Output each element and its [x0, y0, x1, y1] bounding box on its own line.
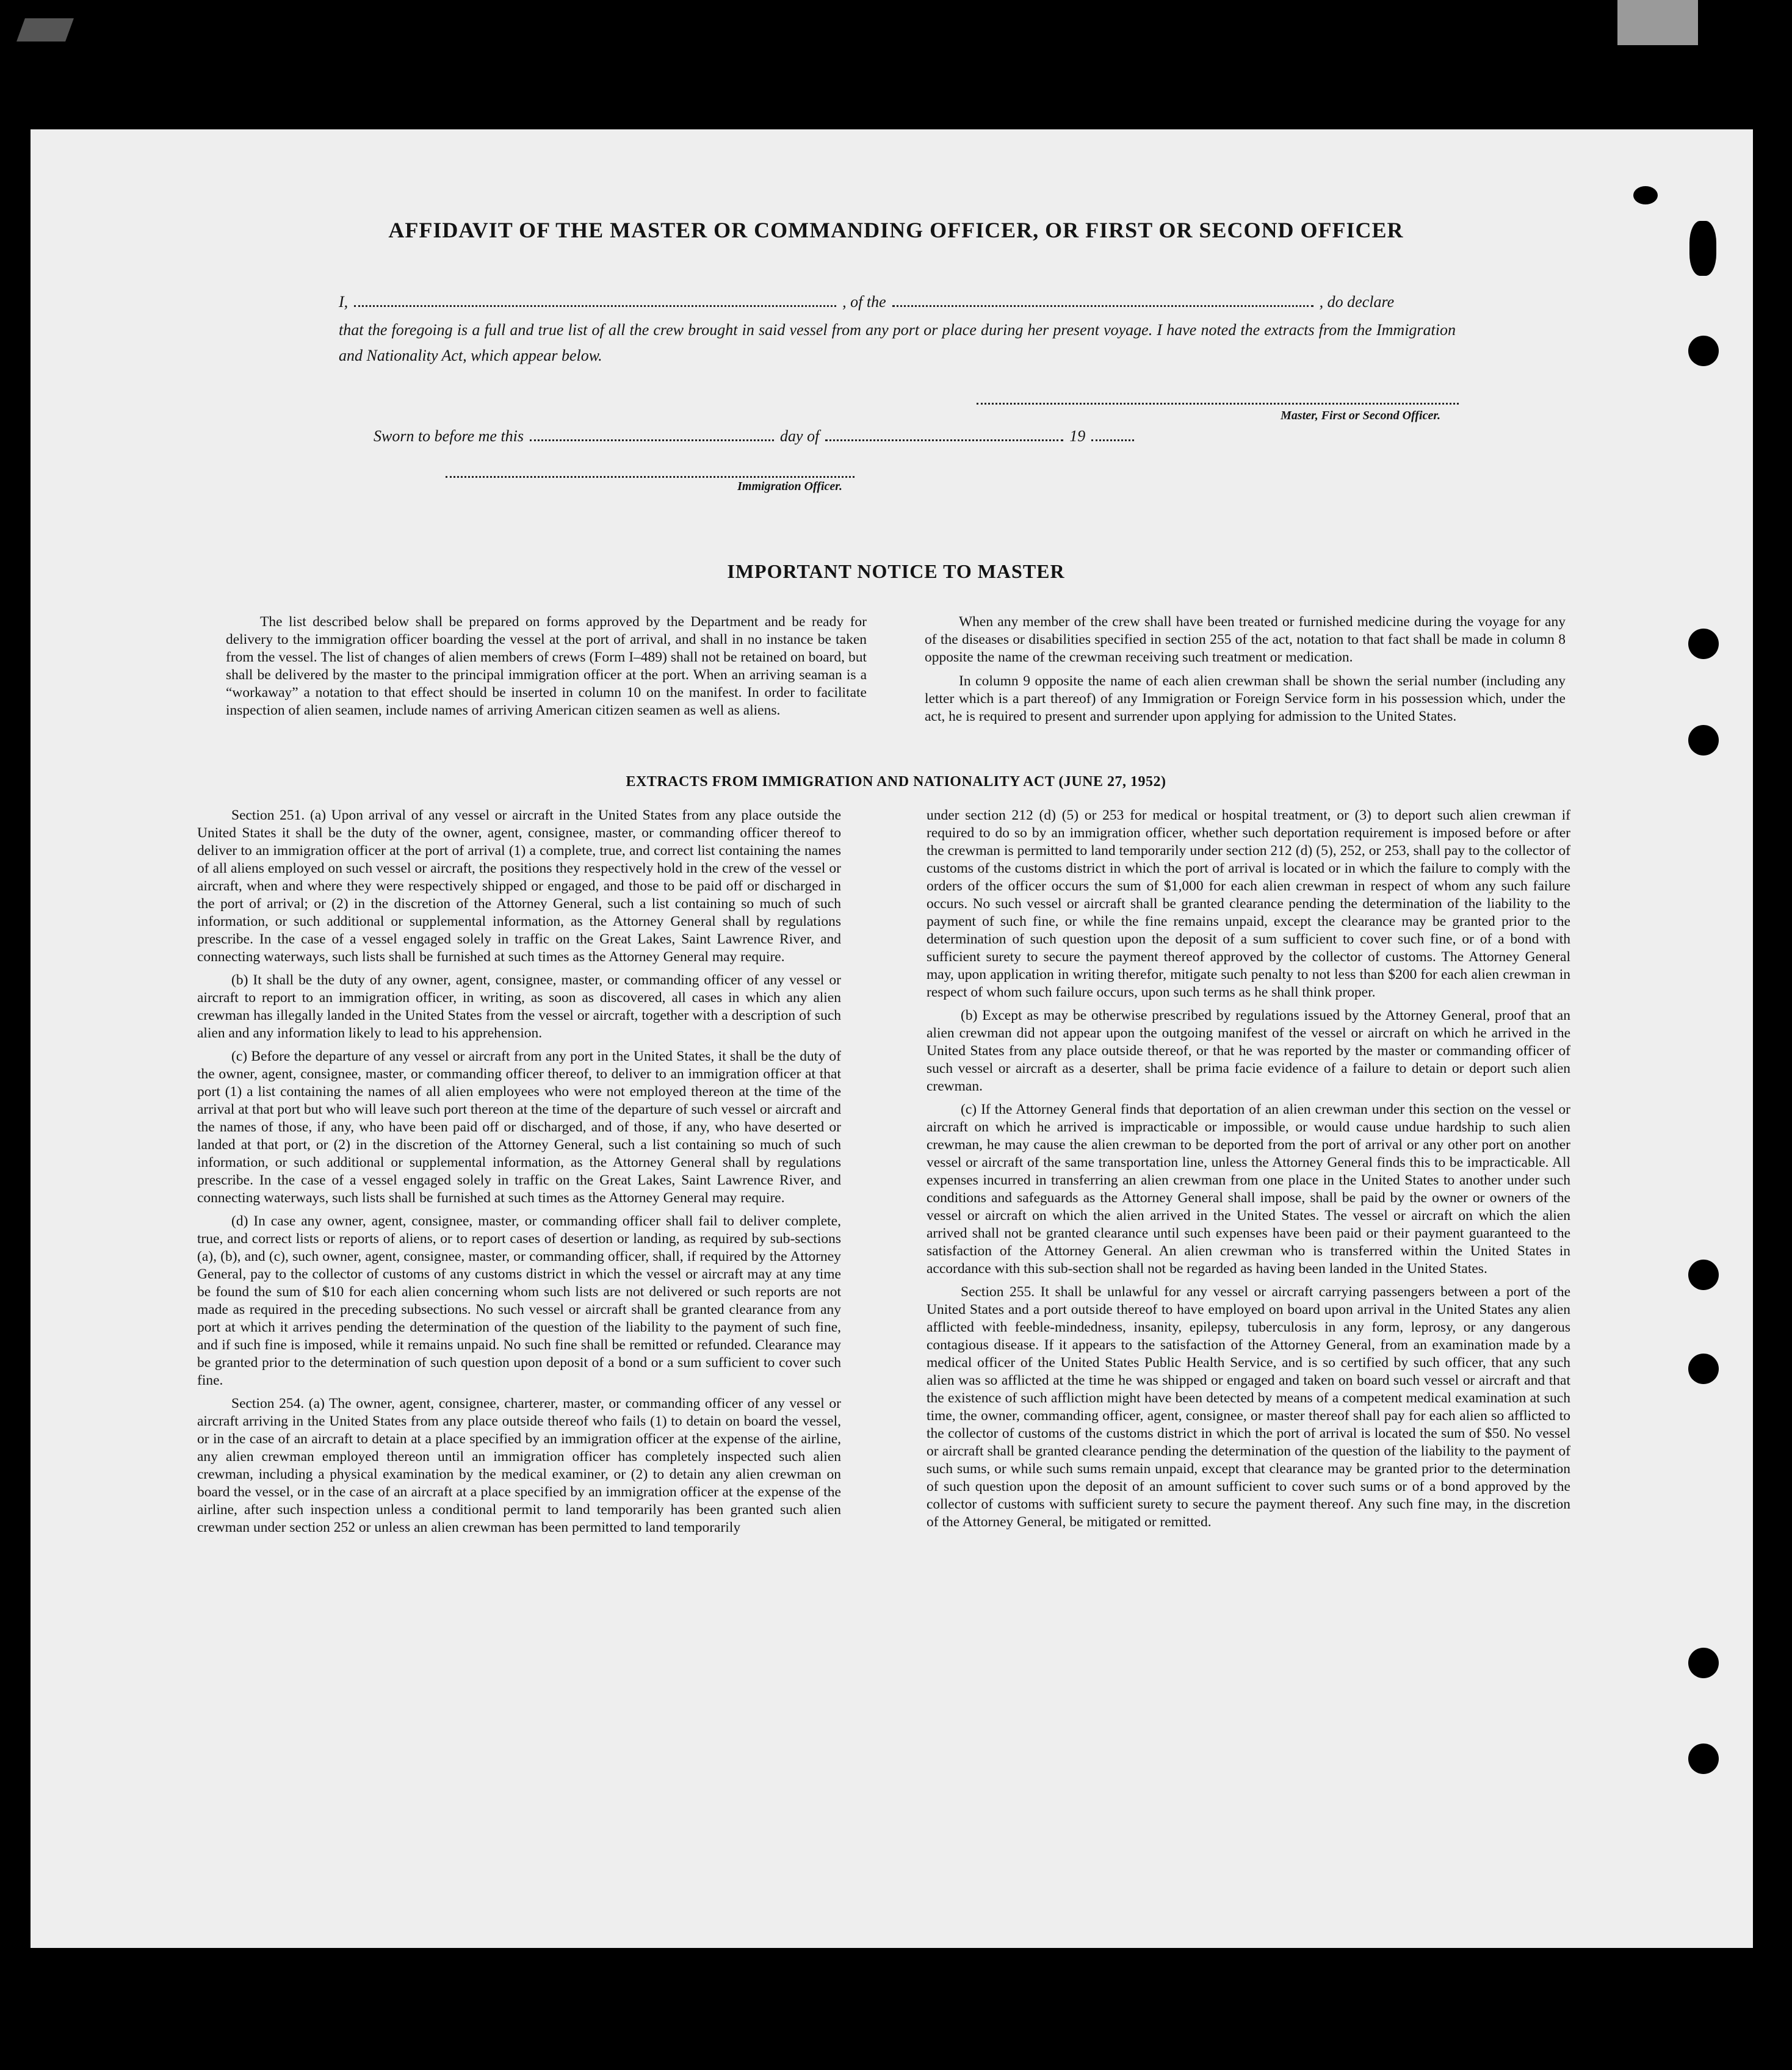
- sworn-prefix: Sworn to before me this: [374, 427, 524, 445]
- affidavit-title: AFFIDAVIT OF THE MASTER OR COMMANDING OFFICER, OR FIRST OR SECOND OFFICER: [388, 218, 1404, 242]
- name-blank: [354, 305, 836, 307]
- section-paragraph: (c) If the Attorney General finds that deportation of an alien crewman under this section on the vessel or aircraft on which he arrived is impracticable or impossible, or would cause undue hardship to such alien crewman, he may cause the alien crewman to be deported from the port of arrival or any other port on another vessel or aircraft of the same transportation line, unless the Attorney General finds this to be impracticable. All expenses incurred in transferring an alien crewman from one place in the United States to another under such conditions and safeguards as the Attorney General shall impose, shall be paid by the owner or owners of the vessel or aircraft on which the alien arrived in the United States. The vessel or aircraft on which the alien arrived shall not be granted clearance until such expenses have been paid or their payment guaranteed to the satisfaction of the Attorney General. An alien crewman who is transferred within the United States in accordance with this sub-section shall not be regarded as having been landed in the United States.: [927, 1102, 1570, 1277]
- sworn-line: [374, 427, 1185, 445]
- declaration-fill-line: [339, 293, 1456, 311]
- notice-paragraph: The list described below shall be prepared on forms approved by the Department and be ready for delivery to the immigration officer boarding the vessel at the port of arrival, and shall in no instance be taken from the vessel. The list of changes of alien members of crews (Form I–489) shall not be retained on board, but shall be delivered by the master to the principal immigration officer at the port. When an arriving seaman is a “workaway” a notation to that effect should be inserted in column 10 on the manifest. In order to facilitate inspection of alien seamen, include names of arriving American citizen seamen as well as aliens.: [226, 614, 867, 718]
- scan-artifact: [16, 18, 74, 41]
- section-paragraph: (d) In case any owner, agent, consignee, master, or commanding officer shall fail to deliver complete, true, and correct lists or reports of aliens, or to report cases of desertion or landing, as required by sub-sections (a), (b), and (c), such owner, agent, consignee, master, or commanding officer, shall, if required by the Attorney General, pay to the collector of customs of any customs district in which the vessel or aircraft may at any time be found the sum of $10 for each alien concerning whom such lists are not delivered or such reports are not made as required in the preceding subsections. No such vessel or aircraft shall be granted clearance from any port at which it arrives pending the determination of the question of the liability to the payment of such fine, and if such fine is imposed, while it remains unpaid. No such fine shall be remitted or refunded. Clearance may be granted prior to the determination of such question upon deposit of a bond or a sum sufficient to cover such fine.: [197, 1213, 841, 1388]
- punch-hole: [1688, 629, 1719, 659]
- section-paragraph: Section 255. It shall be unlawful for any vessel or aircraft carrying passengers between a port of the United States and a port outside thereof to have employed on board upon arrival in the United States any alien afflicted with feeble-mindedness, insanity, epilepsy, tuberculosis in any form, leprosy, or any dangerous contagious disease. If it appears to the satisfaction of the Attorney General, from an examination made by a medical officer of the United States Public Health Service, and is so certified by such officer, that any such alien was so afflicted at the time he was shipped or engaged and taken on board such vessel or aircraft and that the existence of such affliction might have been detected by means of a competent medical examination at such time, the owner, commanding officer, agent, consignee, or master thereof shall pay for each alien so afflicted to the collector of customs of the customs district in which the port of arrival is located the sum of $50. No vessel or aircraft shall be granted clearance pending the determination of the question of the liability to the payment of such sums, or while such sums remain unpaid, except that clearance may be granted prior to the determination of such question upon the deposit of an amount sufficient to cover such sums or of a bond approved by the collector of customs with sufficient surety to secure the payment thereof. Any such fine may, in the discretion of the Attorney General, be mitigated or remitted.: [927, 1284, 1570, 1530]
- day-of-label: day of: [780, 427, 820, 445]
- section-paragraph: Section 254. (a) The owner, agent, consignee, charterer, master, or commanding officer of any vessel or aircraft arriving in the United States from any place outside thereof who fails (1) to detain on board the vessel, or in the case of an aircraft to detain at a place specified by an immigration officer at the expense of the airline, any alien crewman employed thereon until an immigration officer has completely inspected such alien crewman, including a physical examination by the medical examiner, or (2) to detain any alien crewman on board the vessel, or in the case of an aircraft at a place specified by an immigration officer at the expense of the airline, after such inspection unless a conditional permit to land temporarily has been granted such alien crewman under section 252 or unless an alien crewman has been permitted to land temporarily: [197, 1396, 841, 1535]
- do-declare-label: , do declare: [1319, 293, 1395, 311]
- punch-hole: [1688, 1354, 1719, 1384]
- scan-artifact: [1617, 0, 1698, 45]
- punch-hole: [1633, 186, 1658, 204]
- punch-hole: [1688, 336, 1719, 366]
- notice-paragraph: In column 9 opposite the name of each alien crewman shall be shown the serial number (including any letter which is a part thereof) of any Immigration or Foreign Service form in his possession which, under the act, he is required to present and surrender upon applying for admission to the United States.: [925, 673, 1566, 724]
- day-blank: [530, 439, 774, 441]
- section-paragraph: under section 212 (d) (5) or 253 for medical or hospital treatment, or (3) to deport such alien crewman if required to do so by an immigration officer, whether such deportation requirement is imposed before or after the crewman is permitted to land temporarily under section 212 (d) (5), 252, or 253, shall pay to the collector of customs of the customs district in which the port of arrival is located or in which the failure to comply with the orders of the officer occurs the sum of $1,000 for each alien crewman in respect of whom any such failure occurs. No such vessel or aircraft shall be granted clearance pending the determination of the liability to the payment of such fine, or while the fine remains unpaid, except the clearance may be granted prior to the determination of such question upon the deposit of a sum sufficient to cover such fine, or of a bond with sufficient surety to secure the payment thereof approved by the collector of customs. The Attorney General may, upon application in writing therefor, mitigate such penalty to not less than $200 for each alien crewman in respect of whom such failure occurs, upon such terms as he shall think proper.: [927, 807, 1570, 1000]
- notice-right-column: [925, 613, 1566, 732]
- section-paragraph: (b) Except as may be otherwise prescribed by regulations issued by the Attorney General, proof that an alien crewman did not appear upon the outgoing manifest of the vessel or aircraft on which he arrived in the United States from any place outside thereof, or that he was reported by the master or commanding officer of such vessel or aircraft as a deserter, shall be prima facie evidence of a failure to detain or deport such alien crewman.: [927, 1008, 1570, 1094]
- punch-hole: [1688, 1648, 1719, 1678]
- extracts-left-column: [197, 807, 841, 1542]
- officer-signature-blank: [446, 476, 854, 478]
- extracts-right-column: [927, 807, 1570, 1537]
- punch-hole: [1688, 1260, 1719, 1290]
- year-prefix: 19: [1069, 427, 1086, 445]
- vessel-blank: [892, 305, 1313, 307]
- signature-label: Master, First or Second Officer.: [1281, 409, 1440, 422]
- year-blank: [1091, 439, 1134, 441]
- of-the-label: , of the: [842, 293, 886, 311]
- punch-hole: [1688, 725, 1719, 756]
- punch-hole: [1688, 1744, 1719, 1774]
- section-paragraph: (c) Before the departure of any vessel or aircraft from any port in the United States, it shall be the duty of the owner, agent, consignee, master, or commanding officer thereof, to deliver to an immigration officer at that port (1) a list containing the names of all alien employees who were not employed thereon at the time of the arrival at that port but who will leave such port thereon at the time of the departure of such vessel or aircraft and the names of those, if any, who have been paid off or discharged, and of those, if any, who have deserted or landed at that port, or (2) in the discretion of the Attorney General, such a list containing so much of such information, or such additional or supplemental information, as the Attorney General shall by regulations prescribe. In the case of a vessel engaged solely in traffic on the Great Lakes, Saint Lawrence River, and connecting waterways, such lists shall be furnished at such times as the Attorney General may require.: [197, 1048, 841, 1206]
- notice-title: IMPORTANT NOTICE TO MASTER: [727, 560, 1065, 582]
- section-paragraph: (b) It shall be the duty of any owner, agent, consignee, master, or commanding officer of any vessel or aircraft to report to an immigration officer, in writing, as soon as discovered, all cases in which any alien crewman has illegally landed in the United States from the vessel or aircraft, together with a description of such alien and any information likely to lead to his apprehension.: [197, 972, 841, 1041]
- notice-paragraph: When any member of the crew shall have been treated or furnished medicine during the voyage for any of the diseases or disabilities specified in section 255 of the act, notation to that fact shall be made in column 8 opposite the name of the crewman receiving such treatment or medication.: [925, 614, 1566, 665]
- punch-hole: [1689, 221, 1716, 276]
- i-label: I,: [339, 293, 349, 311]
- officer-label: Immigration Officer.: [737, 480, 842, 493]
- section-paragraph: Section 251. (a) Upon arrival of any vessel or aircraft in the United States from any place outside the United States it shall be the duty of the owner, agent, consignee, master, or commanding officer thereof to deliver to an immigration officer at the port of arrival (1) a complete, true, and correct list containing the names of all aliens employed on such vessel or aircraft, the positions they respectively hold in the crew of the vessel or aircraft, when and where they were respectively shipped or engaged, and those to be paid off or discharged in the port of arrival; or (2) in the discretion of the Attorney General, such a list containing so much of such information, or such additional or supplemental information, as the Attorney General shall by regulations prescribe. In the case of a vessel engaged solely in traffic on the Great Lakes, Saint Lawrence River, and connecting waterways, such lists shall be furnished at such times as the Attorney General may require.: [197, 807, 841, 965]
- notice-left-column: [226, 613, 867, 726]
- signature-blank: [977, 403, 1459, 405]
- declaration-text: that the foregoing is a full and true list of all the crew brought in said vessel from any port or place during her present voyage. I have noted the extracts from the Immigration and Nationality Act, which appear below.: [339, 321, 1456, 364]
- month-blank: [825, 439, 1063, 441]
- extracts-title: EXTRACTS FROM IMMIGRATION AND NATIONALITY ACT (JUNE 27, 1952): [626, 774, 1166, 790]
